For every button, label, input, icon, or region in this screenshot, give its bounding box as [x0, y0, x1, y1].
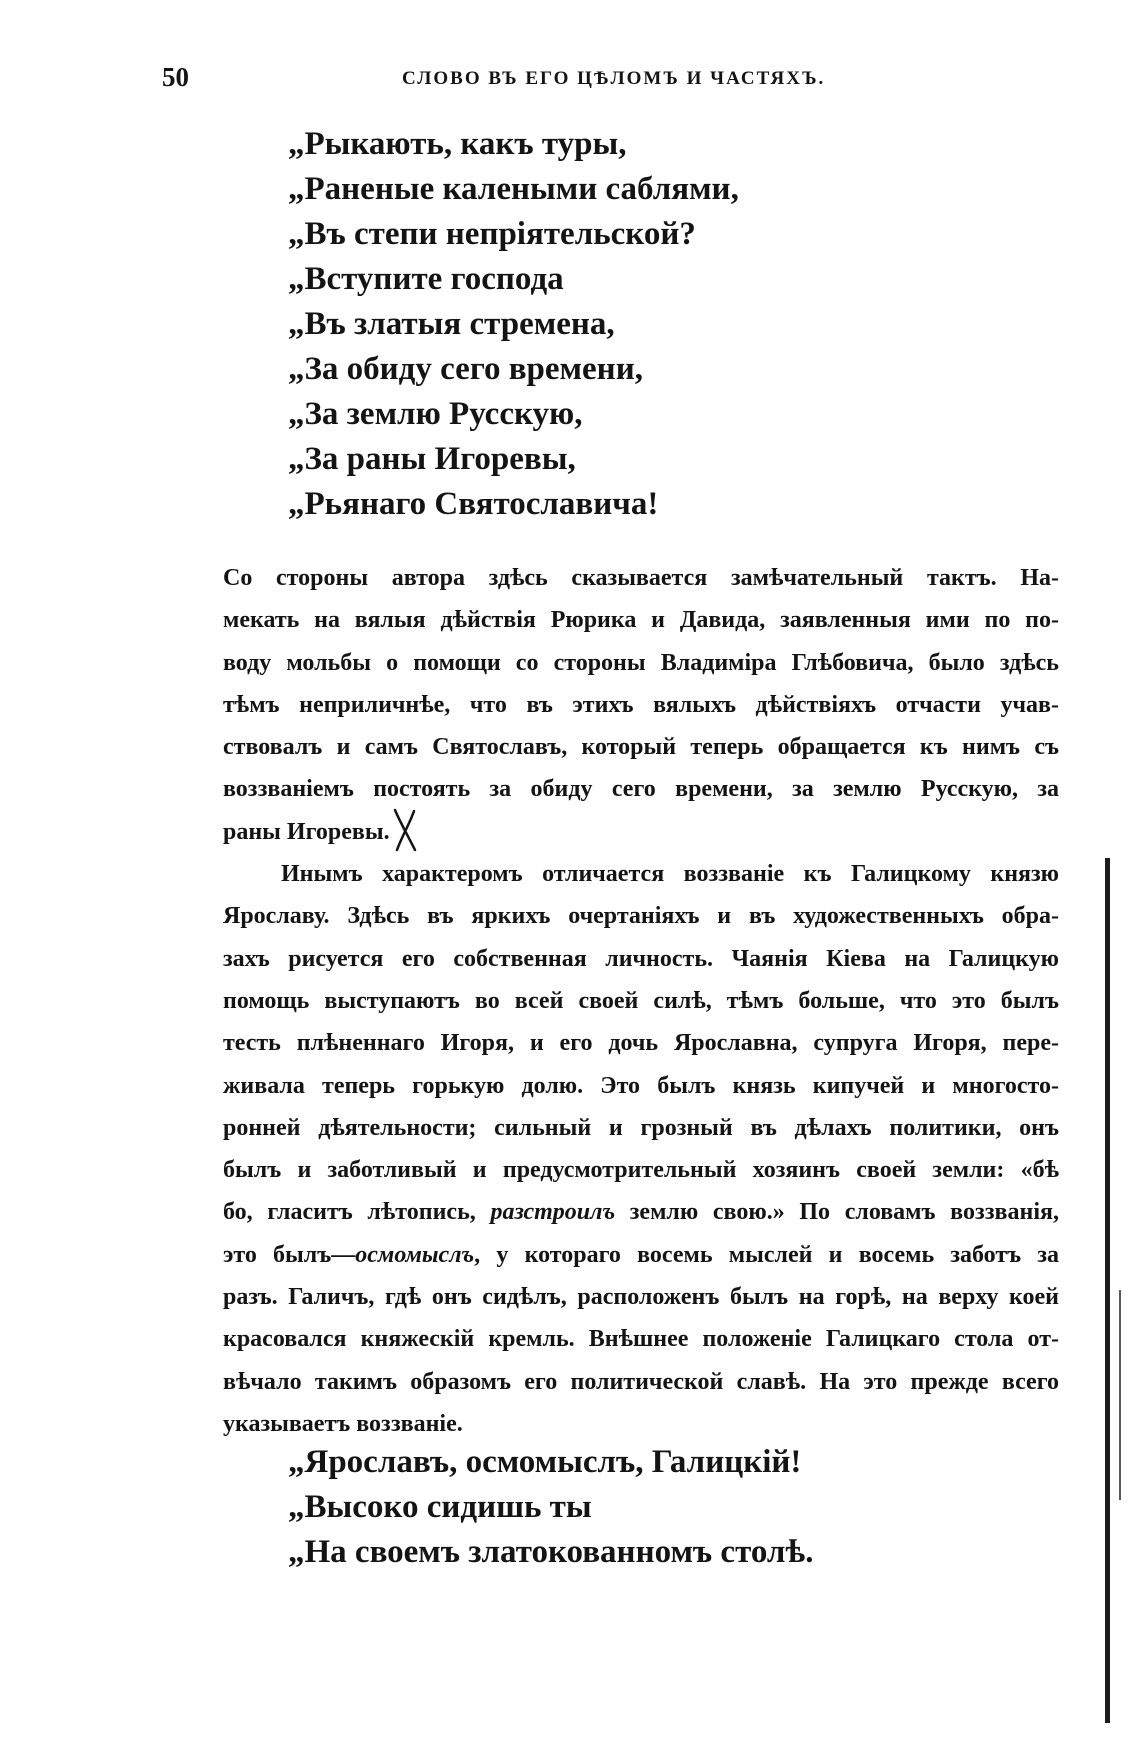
verse-line: „За землю Русскую,: [288, 396, 583, 432]
prose-line: Ярославу. Здѣсь въ яркихъ очертаніяхъ и въ художественныхъ обра-: [223, 903, 1059, 930]
prose-text: землю свою.» По словамъ воззванія,: [615, 1199, 1060, 1226]
prose-line: воззваніемъ постоять за обиду сего времени, за землю Русскую, за: [223, 776, 1059, 803]
handwritten-x-mark: [390, 808, 420, 852]
prose-line: [223, 1234, 1059, 1276]
prose-italic-term: осмомыслъ: [355, 1241, 475, 1268]
prose-text: , у котораго восемь мыслей и восемь заботъ за: [474, 1241, 1059, 1268]
verse-line: „Въ златыя стремена,: [288, 306, 615, 342]
prose-line: [223, 1191, 1059, 1233]
prose-text: бо, гласитъ лѣтопись,: [223, 1199, 491, 1226]
verse-block-top: [288, 122, 739, 527]
prose-line: тесть плѣненнаго Игоря, и его дочь Ярославна, супруга Игоря, пере-: [223, 1030, 1059, 1057]
running-title: СЛОВО ВЪ ЕГО ЦѢЛОМЪ И ЧАСТЯХЪ.: [402, 68, 826, 89]
verse-line: „Вступите господа: [288, 261, 564, 297]
verse-line: „Высоко сидишь ты: [288, 1489, 592, 1525]
prose-line: указываетъ воззваніе.: [223, 1410, 463, 1437]
prose-line: помощь выступаютъ во всей своей силѣ, тѣмъ больше, что это былъ: [223, 987, 1059, 1014]
verse-block-bottom: [288, 1440, 813, 1575]
verse-line: „Въ степи непріятельской?: [288, 216, 696, 252]
prose-line: мекать на вялыя дѣйствія Рюрика и Давида, заявленныя ими по по-: [223, 607, 1059, 634]
prose-line: воду мольбы о помощи со стороны Владиміра Глѣбовича, было здѣсь: [223, 649, 1059, 676]
prose-line: вѣчало такимъ образомъ его политической славѣ. На это прежде всего: [223, 1368, 1059, 1395]
prose-line: тѣмъ неприличнѣе, что въ этихъ вялыхъ дѣйствіяхъ отчасти учав-: [223, 691, 1059, 718]
scan-margin-edge: [1105, 858, 1110, 1723]
verse-line: „На своемъ златокованномъ столѣ.: [288, 1534, 814, 1570]
prose-line: Со стороны автора здѣсь сказывается замѣчательный тактъ. На-: [223, 565, 1059, 591]
verse-line: „Раненые калеными саблями,: [288, 171, 739, 207]
prose-line: Инымъ характеромъ отличается воззваніе къ Галицкому князю: [281, 861, 1059, 888]
verse-line: „За обиду сего времени,: [288, 351, 643, 387]
prose-block: [223, 557, 1059, 1445]
prose-line: ствовалъ и самъ Святославъ, который теперь обращается къ нимъ съ: [223, 734, 1059, 761]
prose-line: раны Игоревы.: [223, 818, 390, 845]
prose-line: ронней дѣятельности; сильный и грозный въ дѣлахъ политики, онъ: [223, 1114, 1059, 1141]
page-header: [162, 62, 862, 96]
verse-line: „За раны Игоревы,: [288, 441, 576, 477]
verse-line: „Ярославъ, осмомыслъ, Галицкій!: [288, 1444, 802, 1480]
prose-line: былъ и заботливый и предусмотрительный хозяинъ своей земли: «бѣ: [223, 1157, 1059, 1184]
verse-line: „Рыкають, какъ туры,: [288, 126, 627, 162]
prose-line: красовался княжескій кремль. Внѣшнее положеніе Галицкаго стола от-: [223, 1326, 1059, 1353]
prose-line: живала теперь горькую долю. Это былъ князь кипучей и многосто-: [223, 1072, 1059, 1099]
prose-line: захъ рисуется его собственная личность. Чаянія Кіева на Галицкую: [223, 945, 1059, 972]
prose-text: это былъ—: [223, 1241, 356, 1268]
verse-line: „Рьянаго Святославича!: [288, 486, 659, 522]
prose-italic-term: разстроилъ: [490, 1199, 616, 1226]
page-number: 50: [162, 62, 189, 92]
scan-margin-edge: [1119, 1290, 1121, 1500]
prose-line: разъ. Галичъ, гдѣ онъ сидѣлъ, расположенъ былъ на горѣ, на верху коей: [223, 1284, 1059, 1311]
